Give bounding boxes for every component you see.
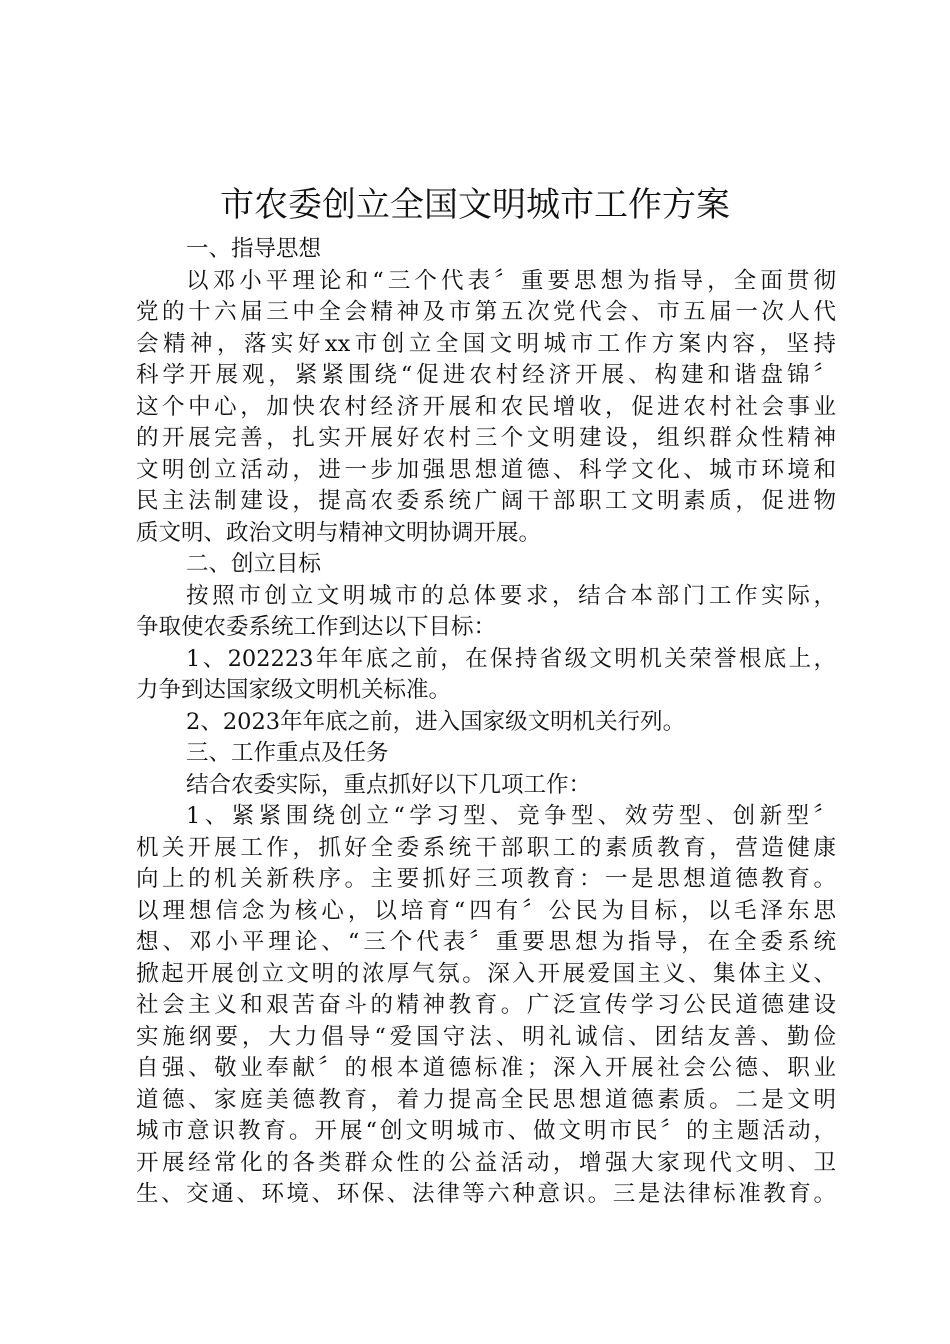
document-title: 市农委创立全国文明城市工作方案 (220, 185, 730, 225)
text-line: 三、工作重点及任务 (186, 740, 389, 766)
text-line: 以邓小平理论和“三个代表〞重要思想为指导，全面贯彻 (186, 267, 836, 294)
text-line: 二、创立目标 (186, 551, 322, 577)
text-line: 向上的机关新秩序。主要抓好三项教育：一是思想道德教育。 (136, 866, 836, 892)
text-line: 社会主义和艰苦奋斗的精神教育。广泛宣传学习公民道德建设 (136, 992, 836, 1018)
text-line: 党的十六届三中全会精神及市第五次党代会、市五届一次人代 (136, 299, 836, 325)
text-line: 1、202223年年底之前，在保持省级文明机关荣誉根底上， (186, 645, 836, 672)
text-line: 想、邓小平理论、“三个代表〞重要思想为指导，在全委系统 (136, 929, 836, 955)
text-line: 机关开展工作，抓好全委系统干部职工的素质教育，营造健康 (136, 834, 836, 861)
text-line: 自强、敬业奉献〞的根本道德标准；深入开展社会公德、职业 (136, 1055, 836, 1081)
text-line: 2、2023年年底之前，进入国家级文明机关行列。 (186, 708, 686, 735)
text-line: 掀起开展创立文明的浓厚气氛。深入开展爱国主义、集体主义、 (136, 960, 836, 987)
text-line: 文明创立活动，进一步加强思想道德、科学文化、城市环境和 (136, 456, 836, 483)
document-body (136, 234, 836, 1211)
text-line: 一、指导思想 (186, 236, 322, 262)
text-line: 按照市创立文明城市的总体要求，结合本部门工作实际， (186, 582, 836, 609)
text-line: 会精神，落实好xx市创立全国文明城市工作方案内容，坚持 (136, 330, 836, 357)
text-line: 的开展完善，扎实开展好农村三个文明建设，组织群众性精神 (136, 425, 836, 451)
text-line: 1、紧紧围绕创立“学习型、竞争型、效劳型、创新型〞 (186, 803, 836, 829)
text-line: 民主法制建设，提高农委系统广阔干部职工文明素质，促进物 (136, 488, 836, 514)
text-line: 科学开展观，紧紧围绕“促进农村经济开展、构建和谐盘锦〞 (136, 362, 836, 388)
text-line: 开展经常化的各类群众性的公益活动，增强大家现代文明、卫 (136, 1149, 836, 1176)
text-line: 争取使农委系统工作到达以下目标： (136, 614, 497, 640)
text-line: 道德、家庭美德教育，着力提高全民思想道德素质。二是文明 (136, 1086, 836, 1113)
text-line: 质文明、政治文明与精神文明协调开展。 (136, 519, 542, 546)
text-line: 力争到达国家级文明机关标准。 (136, 677, 452, 703)
text-line: 结合农委实际，重点抓好以下几项工作： (186, 771, 592, 798)
text-line: 生、交通、环境、环保、法律等六种意识。三是法律标准教育。 (136, 1181, 836, 1207)
text-line: 这个中心，加快农村经济开展和农民增收，促进农村社会事业 (136, 393, 836, 420)
text-line: 以理想信念为核心，以培育“四有〞公民为目标，以毛泽东思 (136, 897, 836, 924)
text-line: 实施纲要，大力倡导“爱国守法、明礼诚信、团结友善、勤俭 (136, 1023, 836, 1050)
text-line: 城市意识教育。开展“创文明城市、做文明市民〞的主题活动， (136, 1118, 836, 1144)
